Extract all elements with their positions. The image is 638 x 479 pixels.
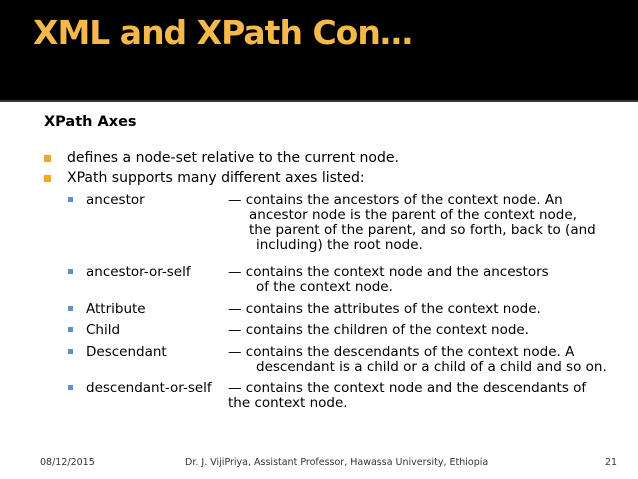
square-bullet-icon bbox=[44, 175, 51, 182]
axis-name: ancestor-or-self bbox=[86, 264, 191, 280]
bullet-text: XPath supports many different axes listed: bbox=[67, 170, 365, 186]
square-bullet-icon bbox=[68, 269, 73, 274]
axis-name: ancestor bbox=[86, 192, 145, 208]
square-bullet-icon bbox=[44, 155, 51, 162]
axis-name: Child bbox=[86, 322, 121, 338]
footer-author: Dr. J. VijiPriya, Assistant Professor, Hawassa University, Ethiopia bbox=[185, 457, 489, 468]
slide-title: XML and XPath Con… bbox=[33, 13, 412, 52]
title-bar bbox=[0, 0, 638, 102]
axis-description: — contains the attributes of the context node. bbox=[228, 301, 541, 317]
axis-name: descendant-or-self bbox=[86, 380, 212, 396]
bullet-text: defines a node-set relative to the current node. bbox=[67, 150, 399, 166]
square-bullet-icon bbox=[68, 306, 73, 311]
axis-description: — contains the children of the context node. bbox=[228, 322, 530, 338]
section-heading: XPath Axes bbox=[44, 114, 137, 130]
square-bullet-icon bbox=[68, 197, 73, 202]
axis-description: — contains the context node and the descendants of the context node. bbox=[228, 380, 587, 411]
square-bullet-icon bbox=[68, 349, 73, 354]
axis-description: — contains the descendants of the context node. A descendant is a child or a child of a child and so on. bbox=[228, 344, 607, 375]
axis-name: Descendant bbox=[86, 344, 167, 360]
axis-name: Attribute bbox=[86, 301, 146, 317]
axis-description: — contains the context node and the ancestors of the context node. bbox=[228, 264, 549, 295]
footer-date: 08/12/2015 bbox=[40, 457, 95, 468]
square-bullet-icon bbox=[68, 327, 73, 332]
page-number: 21 bbox=[605, 457, 618, 468]
square-bullet-icon bbox=[68, 385, 73, 390]
axis-description: — contains the ancestors of the context node. An ancestor node is the parent of the context node, the parent of the parent, and so forth, back to (and including) the root node. bbox=[228, 192, 596, 253]
